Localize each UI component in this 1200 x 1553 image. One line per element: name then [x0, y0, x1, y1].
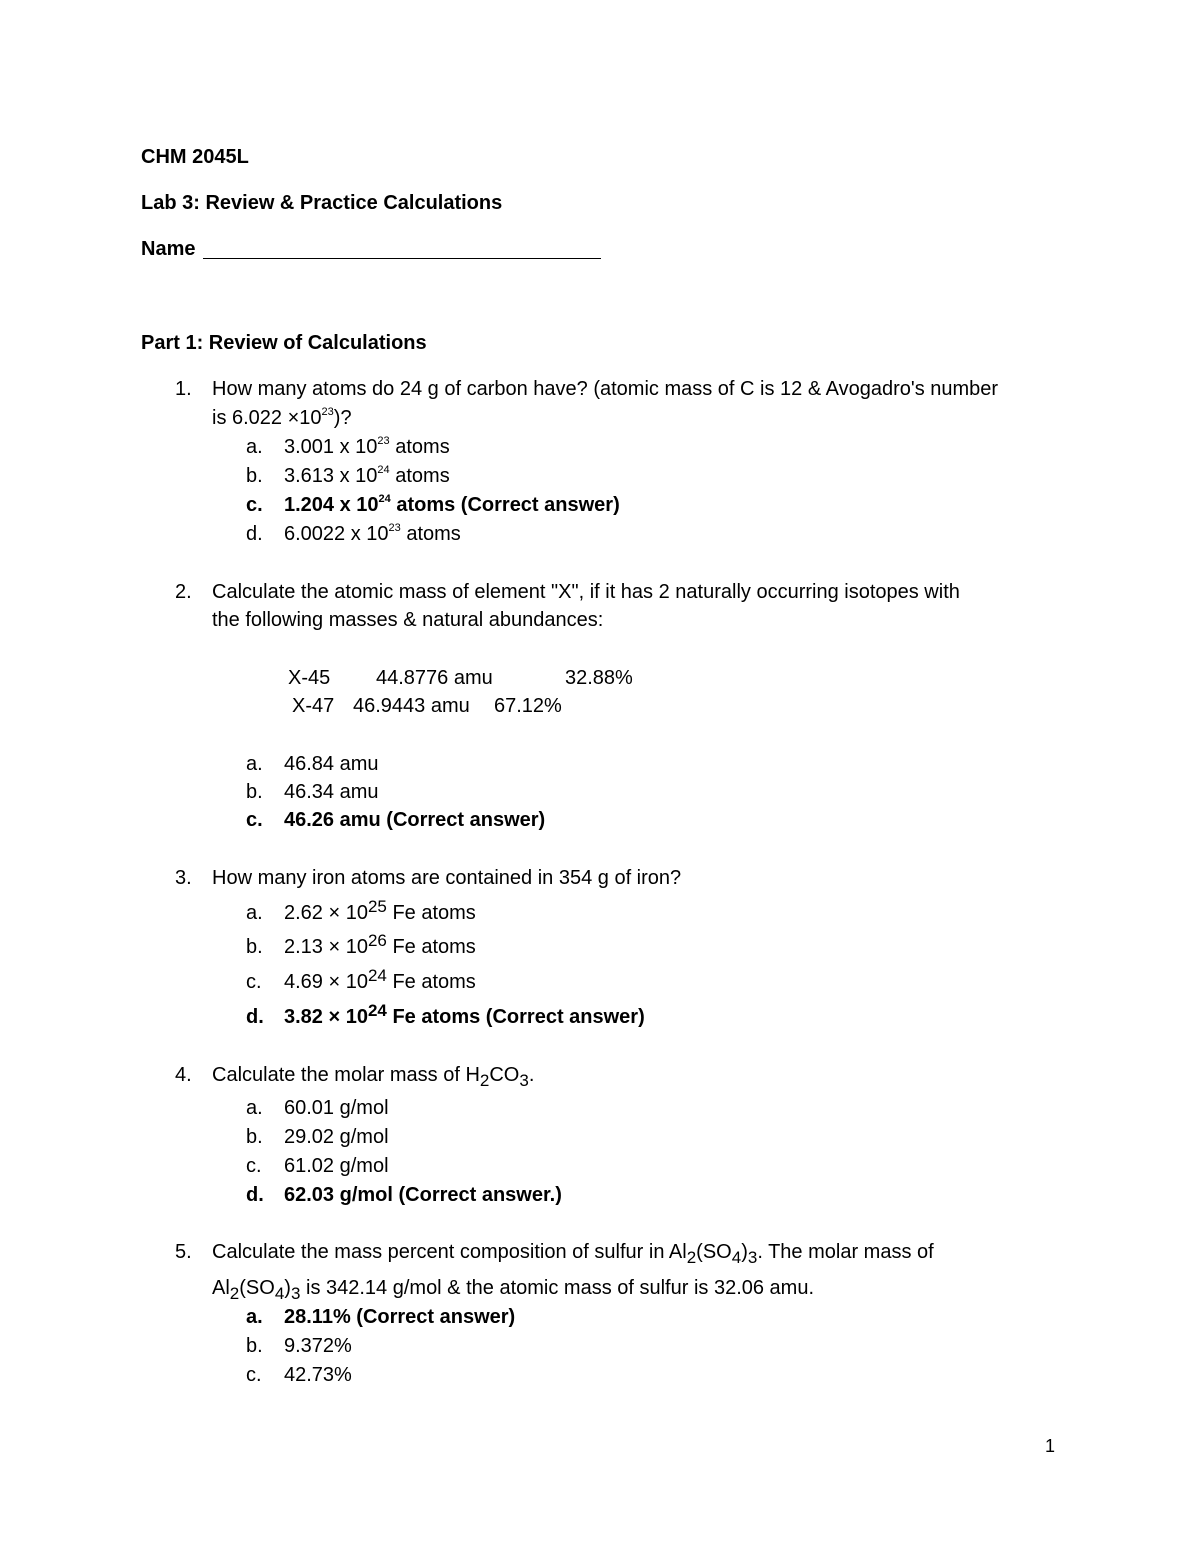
question-text: Calculate the atomic mass of element "X", if it has 2 naturally occurring isotopes with	[212, 581, 960, 603]
lab-title: Lab 3: Review & Practice Calculations	[141, 192, 503, 214]
isotope-abundance: 32.88%	[565, 667, 633, 689]
question-number: 2.	[175, 581, 192, 603]
option-text-correct: 1.204 x $10^{24}$ atoms (Correct answer)	[284, 493, 620, 516]
part1-title: Part 1: Review of Calculations	[141, 332, 427, 354]
name-blank-line[interactable]	[203, 238, 601, 259]
option-text: 3.001 x $10^{23}$ atoms	[284, 435, 450, 458]
option-text: 46.34 amu	[284, 781, 379, 803]
option-letter: c.	[246, 971, 262, 993]
option-letter: b.	[246, 781, 263, 803]
option-text: 46.84 amu	[284, 753, 379, 775]
option-text: 61.02 g/mol	[284, 1155, 389, 1177]
option-text: 9.372%	[284, 1335, 352, 1357]
option-letter: a.	[246, 1097, 263, 1119]
option-letter: b.	[246, 1126, 263, 1148]
option-letter: c.	[246, 1155, 262, 1177]
option-text-correct: $3.82 \times 10^{24}$ Fe atoms (Correct answer)	[284, 1001, 645, 1028]
option-letter: d.	[246, 523, 263, 545]
option-text-correct: 28.11% (Correct answer)	[284, 1306, 516, 1328]
option-text: $2.62 \times 10^{25}$ Fe atoms	[284, 897, 476, 924]
question-text: How many atoms do 24 g of carbon have? (atomic mass of C is 12 & Avogadro's number	[212, 378, 999, 400]
question-text: Calculate the molar mass of $H_2CO_3$.	[212, 1064, 535, 1090]
option-text: 42.73%	[284, 1364, 352, 1386]
course-code: CHM 2045L	[141, 146, 249, 168]
isotope-abundance: 67.12%	[494, 695, 562, 717]
option-letter: c.	[246, 1364, 262, 1386]
option-text: 60.01 g/mol	[284, 1097, 389, 1119]
option-letter: b.	[246, 936, 263, 958]
option-text: 29.02 g/mol	[284, 1126, 389, 1148]
page-number: 1	[1045, 1436, 1056, 1456]
question-text-cont: is $6.022 \times 10^{23}$)?	[212, 406, 352, 429]
isotope-name: X-45	[288, 667, 331, 689]
name-field	[141, 237, 601, 261]
question-text-cont: $Al_2(SO_4)_3$ is 342.14 g/mol & the atomic mass of sulfur is 32.06 amu.	[212, 1277, 815, 1303]
option-letter: a.	[246, 436, 263, 458]
option-text: 6.0022 x $10^{23}$ atoms	[284, 522, 461, 545]
question-number: 3.	[175, 867, 192, 889]
question-text: How many iron atoms are contained in 354 g of iron?	[212, 867, 682, 889]
option-text: 3.613 x $10^{24}$ atoms	[284, 464, 450, 487]
option-letter-correct: d.	[246, 1184, 264, 1206]
question-number: 4.	[175, 1064, 192, 1086]
option-letter-correct: a.	[246, 1306, 263, 1328]
question-number: 5.	[175, 1241, 192, 1263]
isotope-mass: 44.8776 amu	[376, 667, 493, 689]
option-letter: b.	[246, 465, 263, 487]
option-text: $4.69 \times 10^{24}$ Fe atoms	[284, 966, 476, 993]
question-text: Calculate the mass percent composition of sulfur in $Al_2(SO_4)_3$. The molar mass of	[212, 1241, 934, 1267]
isotope-name: X-47	[292, 695, 335, 717]
option-letter-correct: c.	[246, 809, 263, 831]
question-number: 1.	[175, 378, 192, 400]
option-letter: b.	[246, 1335, 263, 1357]
option-letter-correct: c.	[246, 494, 263, 516]
option-text-correct: 46.26 amu (Correct answer)	[284, 809, 546, 831]
option-text-correct: 62.03 g/mol (Correct answer.)	[284, 1184, 562, 1206]
isotope-mass: 46.9443 amu	[353, 695, 470, 717]
option-letter: a.	[246, 902, 263, 924]
option-letter: a.	[246, 753, 263, 775]
question-text-cont: the following masses & natural abundances:	[212, 609, 604, 631]
name-label: Name	[141, 238, 196, 260]
option-text: $2.13 \times 10^{26}$ Fe atoms	[284, 931, 476, 958]
option-letter-correct: d.	[246, 1006, 264, 1028]
